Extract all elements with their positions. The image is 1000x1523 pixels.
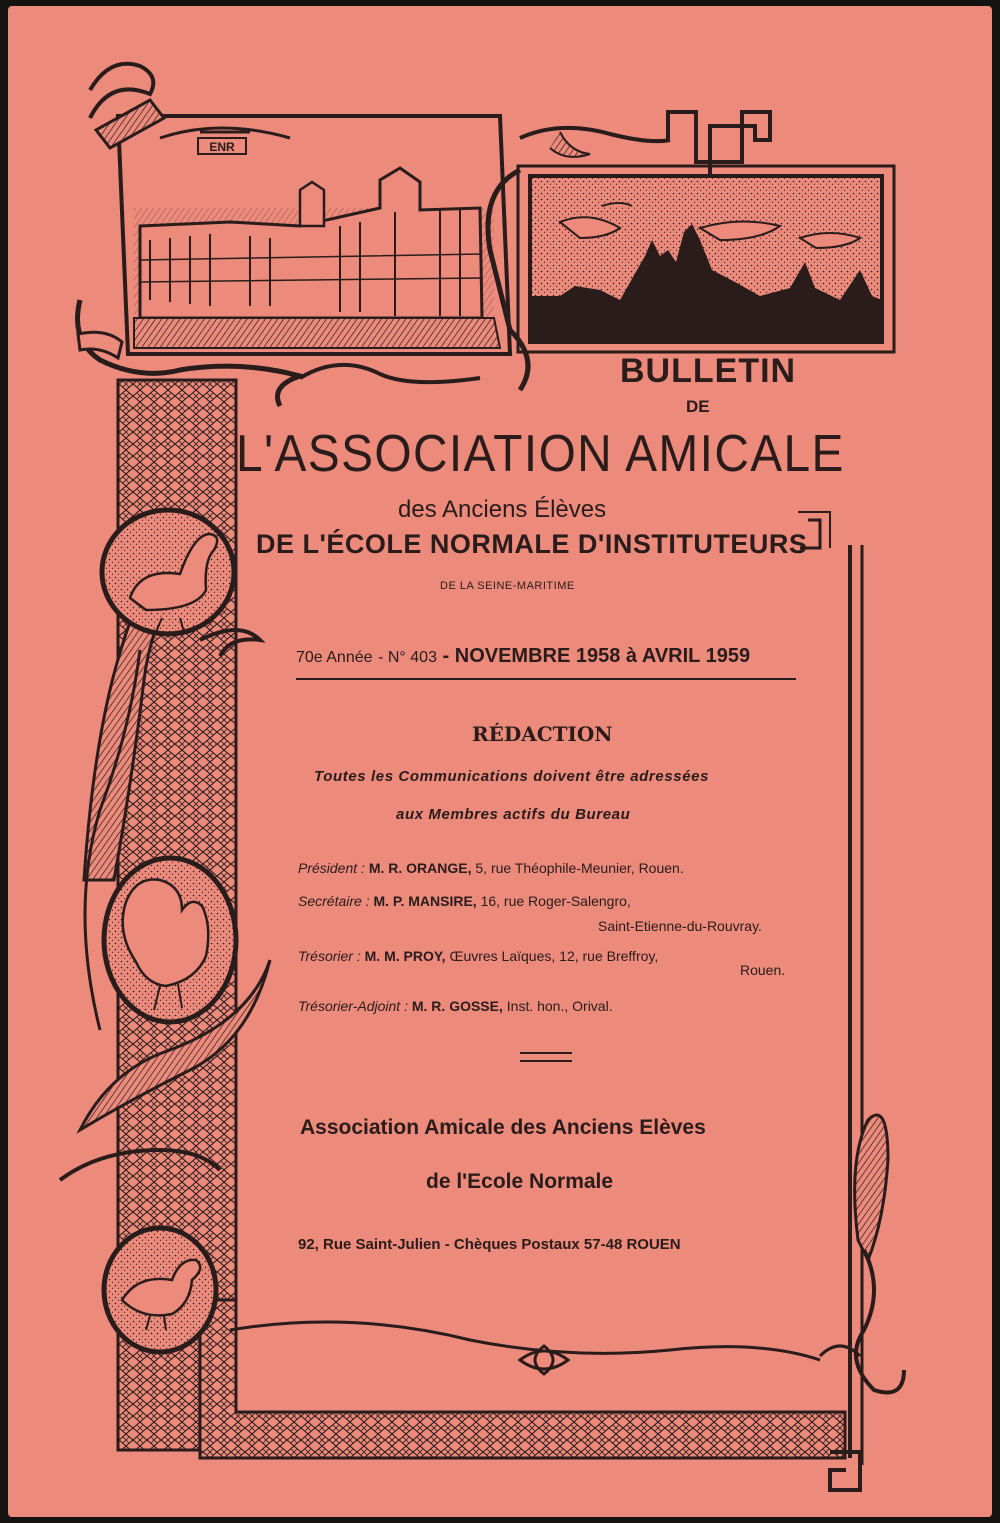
school-building-vignette	[118, 116, 510, 354]
bureau-tresorier	[298, 948, 658, 964]
crest-text: ENR	[209, 140, 235, 154]
redaction-heading: RÉDACTION	[472, 722, 613, 746]
tresorier-address-2: Rouen.	[740, 962, 786, 978]
footer-ecole: de l'Ecole Normale	[426, 1170, 614, 1193]
region-label: DE LA SEINE-MARITIME	[440, 580, 575, 592]
bureau-tresorier-adjoint	[298, 998, 613, 1014]
redaction-line-1: Toutes les Communications doivent être adressées	[314, 768, 710, 785]
bulletin-de: DE	[686, 397, 710, 416]
divider-rule-bottom	[520, 1060, 572, 1062]
role-label: Président :	[298, 860, 365, 876]
member-address: Œuvres Laïques, 12, rue Breffroy,	[449, 948, 659, 964]
turkey-medallion	[104, 858, 236, 1022]
member-name: M. M. PROY,	[364, 948, 446, 964]
bulletin-title: BULLETIN	[620, 352, 797, 390]
hen-medallion	[104, 1228, 216, 1352]
member-name: M. P. MANSIRE,	[373, 893, 477, 909]
role-label: Secrétaire :	[298, 893, 370, 909]
issue-line: 70e Année - N° 403 - NOVEMBRE 1958 à AVRIL 1959	[296, 645, 751, 667]
member-name: M. R. ORANGE,	[368, 860, 472, 876]
secretaire-address-2: Saint-Etienne-du-Rouvray.	[598, 918, 762, 934]
issue-year: 70e Année	[296, 649, 373, 666]
member-address: Inst. hon., Orival.	[506, 998, 613, 1014]
anciens-eleves-subtitle: des Anciens Élèves	[398, 496, 607, 523]
skyline-vignette	[518, 166, 894, 352]
bureau-president	[298, 860, 684, 876]
issue-period: NOVEMBRE 1958 à AVRIL 1959	[454, 645, 751, 667]
issue-number: N° 403	[387, 649, 437, 666]
role-label: Trésorier-Adjoint :	[298, 998, 408, 1014]
postal-cheques: Chèques Postaux 57-48 ROUEN	[453, 1236, 681, 1253]
association-title: L'ASSOCIATION AMICALE	[236, 425, 845, 483]
street-address: 92, Rue Saint-Julien	[298, 1236, 441, 1253]
member-address: 16, rue Roger-Salengro,	[480, 893, 631, 909]
role-label: Trésorier :	[298, 948, 361, 964]
ecole-normale-title: DE L'ÉCOLE NORMALE D'INSTITUTEURS	[256, 529, 808, 559]
redaction-line-2: aux Membres actifs du Bureau	[396, 806, 631, 823]
divider-rule-top	[520, 1052, 572, 1054]
bureau-secretaire	[298, 893, 631, 909]
member-name: M. R. GOSSE,	[411, 998, 503, 1014]
goose-medallion	[102, 510, 234, 634]
member-address: 5, rue Théophile-Meunier, Rouen.	[475, 860, 684, 876]
footer-association: Association Amicale des Anciens Elèves	[300, 1116, 706, 1139]
issue-rule	[296, 678, 796, 680]
footer-address-line: 92, Rue Saint-Julien - Chèques Postaux 57-48 ROUEN	[298, 1236, 681, 1253]
